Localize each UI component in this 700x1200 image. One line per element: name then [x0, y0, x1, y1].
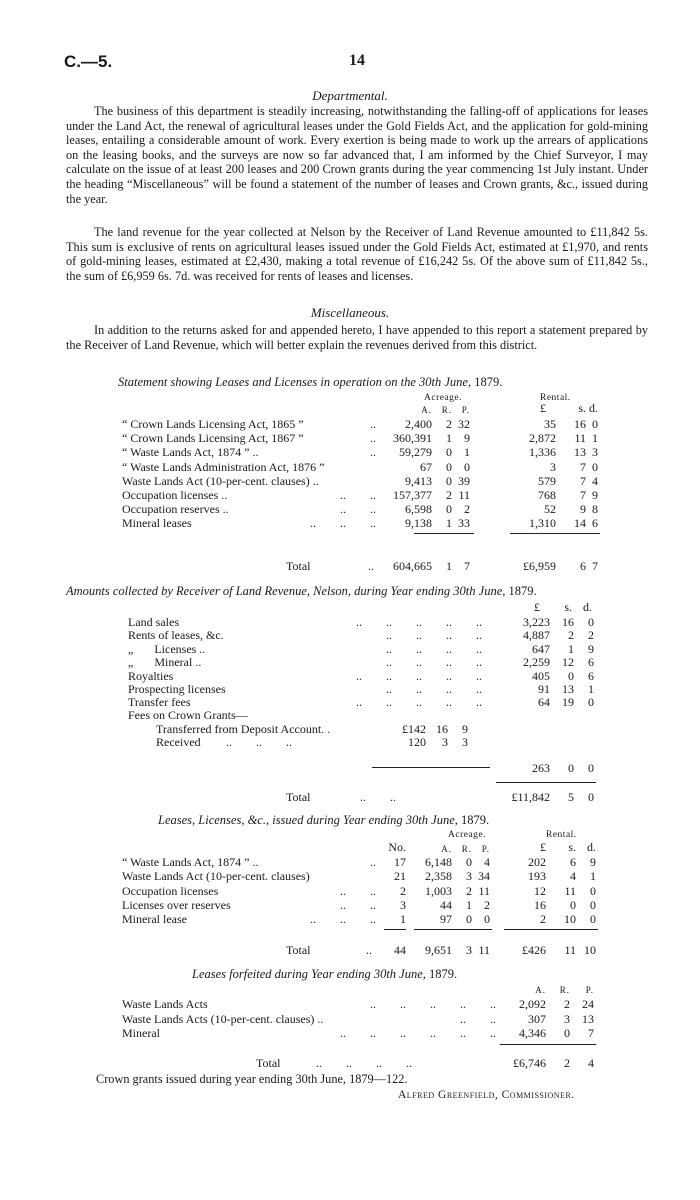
roods-cell: 3 — [564, 1011, 570, 1026]
acres-cell: 360,391 — [393, 431, 432, 446]
acres-cell: 9,413 — [405, 473, 432, 488]
table1-acreage-rule — [414, 533, 474, 534]
row-label: Land sales — [128, 615, 179, 629]
table4-sub-p: P. — [585, 985, 594, 995]
perches-cell: 34 — [478, 869, 490, 884]
row-label: Occupation reserves .. — [122, 502, 229, 517]
pence-cell: 6 — [588, 668, 594, 683]
perches-cell: 11 — [478, 883, 490, 898]
table1-total-shillings: 6 — [580, 559, 586, 573]
table3-header-no: No. — [388, 840, 406, 854]
acres-cell: 67 — [420, 459, 432, 474]
table3-total-dots: .. — [366, 943, 372, 957]
acres-cell: 4,346 — [519, 1026, 546, 1040]
acres-cell: 307 — [528, 1011, 546, 1026]
shillings-cell: 4 — [570, 869, 576, 884]
row-label: Occupation licenses .. — [122, 488, 228, 502]
fees-on-crown-grants-label: Fees on Crown Grants— — [128, 708, 248, 722]
acres-cell: 2,400 — [405, 417, 432, 431]
row-label: “ Waste Lands Act, 1874 ” .. — [122, 445, 259, 460]
table2-header-shillings: s. — [564, 600, 572, 614]
roods-cell: 2 — [446, 488, 452, 502]
table2-header-pence: d. — [583, 600, 592, 614]
acres-cell: 6,148 — [425, 855, 452, 869]
pounds-cell: 1,310 — [529, 516, 556, 531]
shillings-cell: 16 — [574, 417, 586, 431]
shillings-cell: 1 — [568, 641, 574, 656]
perches-cell: 1 — [464, 445, 470, 460]
row-label: Transferred from Deposit Account. . — [156, 722, 331, 736]
row-leader-dots: .. .. .. .. .. — [356, 668, 482, 683]
number-cell: 17 — [394, 855, 406, 869]
table2-total-pounds: £11,842 — [511, 790, 550, 804]
row-label: Mineral lease — [122, 912, 187, 927]
roods-cell: 1 — [466, 897, 472, 912]
acres-cell: 59,279 — [399, 445, 432, 460]
pounds-cell: 4,887 — [523, 628, 550, 643]
row-leader-dots: .. .. — [340, 488, 376, 502]
acres-cell: 97 — [440, 912, 452, 927]
pounds-cell: 2 — [540, 912, 546, 927]
pence-cell: 9 — [592, 488, 598, 502]
table1-sub-r: R. — [441, 405, 452, 415]
pence-cell: 4 — [592, 473, 598, 488]
row-label: Occupation licenses — [122, 883, 219, 898]
departmental-paragraph-2: The land revenue for the year collected at Nelson by the Receiver of Land Revenue amounted to £11,842 5s. This sum is exclusive of rents on agricultural leases issued under the Gold Fields Act, estimated at £1,970, and rents of gold-mining leases, estimated at £2,430, making a total revenue of £16,242 5s. Of the above sum of £11,842 5s., the sum of £6,959 6s. 7d. was received for rents of leases and licenses. — [66, 225, 648, 283]
table3-sub-pence: d. — [587, 840, 596, 854]
table2-total-pence: 0 — [588, 790, 594, 804]
miscellaneous-heading: Miscellaneous. — [310, 305, 390, 320]
perches-cell: 4 — [484, 855, 490, 869]
table1-total-dots: .. — [368, 559, 374, 573]
table3-acreage-header: Acreage. — [448, 830, 487, 840]
table1-sub-p: P. — [461, 405, 470, 415]
crown-grants-statement: Crown grants issued during year ending 30th June, 1879—122. — [96, 1072, 408, 1086]
table3-total-shillings: 11 — [564, 943, 576, 957]
table1-rental-header: Rental. — [540, 393, 571, 403]
row-leader-dots: .. — [370, 431, 376, 446]
pounds-cell: 2,259 — [523, 655, 550, 670]
perches-cell: 2 — [464, 502, 470, 517]
row-label: “ Crown Lands Licensing Act, 1865 ” — [122, 417, 304, 431]
pounds-cell: 64 — [538, 695, 550, 710]
row-label: Rents of leases, &c. — [128, 628, 224, 643]
pence-cell: 0 — [592, 459, 598, 474]
shillings-cell: 7 — [580, 473, 586, 488]
shillings-cell: 12 — [562, 655, 574, 670]
pence-cell: 3 — [462, 735, 468, 750]
shillings-cell: 2 — [568, 628, 574, 643]
perches-cell: 0 — [484, 912, 490, 927]
pence-cell: 1 — [590, 869, 596, 884]
shillings-cell: 13 — [574, 445, 586, 460]
row-leader-dots: .. .. .. — [226, 735, 292, 750]
pence-cell: 1 — [588, 682, 594, 696]
acres-cell: 2,358 — [425, 869, 452, 884]
row-leader-dots: .. .. .. .. — [386, 682, 482, 696]
row-leader-dots: .. .. .. .. — [386, 628, 482, 643]
roods-cell: 0 — [446, 473, 452, 488]
pounds-cell: 405 — [532, 668, 550, 683]
table3-total-acres: 9,651 — [425, 943, 452, 957]
shillings-cell: 11 — [574, 431, 586, 446]
row-leader-dots: .. .. .. .. .. — [356, 695, 482, 710]
shillings-cell: 14 — [574, 516, 586, 531]
table4-total-label: Total — [256, 1056, 281, 1070]
row-leader-dots: .. .. .. — [310, 516, 376, 531]
pence-cell: 0 — [590, 897, 596, 912]
perches-cell: 0 — [464, 459, 470, 474]
pounds-cell: 52 — [544, 502, 556, 517]
pence-cell: 8 — [592, 502, 598, 517]
row-label: Waste Lands Acts — [122, 997, 208, 1011]
table2-total-rule — [496, 782, 596, 783]
number-cell: 1 — [400, 912, 406, 927]
pounds-cell: 91 — [538, 682, 550, 696]
acres-cell: 9,138 — [405, 516, 432, 531]
pounds-cell: 16 — [534, 897, 546, 912]
table4-total-perches: 4 — [588, 1056, 594, 1070]
perches-cell: 2 — [484, 897, 490, 912]
pounds-cell: 3 — [550, 459, 556, 474]
table1-total-roods: 1 — [446, 559, 452, 573]
pounds-cell: 1,336 — [529, 445, 556, 460]
table4-total-acres: £6,746 — [513, 1056, 546, 1070]
table1-total-perches: 7 — [464, 559, 470, 573]
table1-sub-shillings: s. — [578, 401, 586, 415]
roods-cell: 2 — [446, 417, 452, 431]
pence-cell: 0 — [588, 695, 594, 710]
table3-total-roods: 3 — [466, 943, 472, 957]
roods-cell: 2 — [564, 997, 570, 1011]
perches-cell: 11 — [458, 488, 470, 502]
row-leader-dots: .. .. .. .. .. — [356, 615, 482, 629]
pence-cell: 6 — [588, 655, 594, 670]
table1-total-pounds: £6,959 — [523, 559, 556, 573]
shillings-cell: 16 — [562, 615, 574, 629]
table1-total-pence: 7 — [592, 559, 598, 573]
row-leader-dots: .. .. — [340, 883, 376, 898]
pounds-cell: 12 — [534, 883, 546, 898]
perches-cell: 32 — [458, 417, 470, 431]
pence-cell: 9 — [588, 641, 594, 656]
row-leader-dots: .. .. .. .. — [386, 655, 482, 670]
shillings-cell: 0 — [570, 897, 576, 912]
roods-cell: 0 — [446, 459, 452, 474]
table1-acreage-header: Acreage. — [424, 393, 463, 403]
table3-total-label: Total — [286, 943, 311, 957]
table3-total-pounds: £426 — [522, 943, 546, 957]
roods-cell: 0 — [446, 502, 452, 517]
fees-total-pounds: 263 — [532, 761, 550, 775]
fees-subtotal-rule — [372, 767, 490, 768]
row-leader-dots: .. — [370, 445, 376, 460]
perches-cell: 7 — [588, 1026, 594, 1040]
table3-caption: Leases, Licenses, &c., issued during Year ending 30th June, 1879. — [158, 813, 490, 827]
row-label: Prospecting licenses — [128, 682, 226, 696]
table3-sub-r: R. — [461, 844, 472, 854]
shillings-cell: 7 — [580, 488, 586, 502]
row-leader-dots: .. .. — [460, 1011, 496, 1026]
shillings-cell: 6 — [570, 855, 576, 869]
table4-total-roods: 2 — [564, 1056, 570, 1070]
perches-cell: 9 — [464, 431, 470, 446]
departmental-heading: Departmental. — [312, 88, 388, 103]
number-cell: 21 — [394, 869, 406, 884]
pounds-cell: £142 — [402, 722, 426, 736]
row-label: Licenses over reserves — [122, 897, 231, 912]
row-label: “ Waste Lands Act, 1874 ” .. — [122, 855, 259, 869]
table3-sub-a: A. — [441, 844, 452, 854]
row-label: Transfer fees — [128, 695, 191, 710]
row-leader-dots: .. .. — [340, 897, 376, 912]
table3-rental-header: Rental. — [546, 830, 577, 840]
pence-cell: 9 — [590, 855, 596, 869]
page-header — [64, 52, 650, 72]
row-label: “ Crown Lands Licensing Act, 1867 ” — [122, 431, 304, 446]
table2-header-pounds: £ — [534, 600, 540, 614]
shillings-cell: 10 — [564, 912, 576, 927]
table1-sub-a: A. — [421, 405, 432, 415]
table3-sub-pounds: £ — [540, 840, 546, 854]
table3-no-rule — [384, 929, 406, 930]
pence-cell: 0 — [588, 615, 594, 629]
roods-cell: 0 — [446, 445, 452, 460]
table3-sub-p: P. — [481, 844, 490, 854]
table4-total-rule — [500, 1044, 596, 1045]
shillings-cell: 3 — [442, 735, 448, 750]
table2-total-label: Total — [286, 790, 311, 804]
roods-cell: 2 — [466, 883, 472, 898]
roods-cell: 0 — [564, 1026, 570, 1040]
pence-cell: 2 — [588, 628, 594, 643]
row-label: Received — [156, 735, 201, 750]
document-reference: C.—5. — [64, 52, 113, 71]
roods-cell: 0 — [466, 855, 472, 869]
perches-cell: 13 — [582, 1011, 594, 1026]
table3-total-no: 44 — [394, 943, 406, 957]
table2-total-dots: .. .. — [360, 790, 396, 804]
shillings-cell: 13 — [562, 682, 574, 696]
shillings-cell: 7 — [580, 459, 586, 474]
pence-cell: 0 — [590, 883, 596, 898]
roods-cell: 0 — [466, 912, 472, 927]
table4-caption: Leases forfeited during Year ending 30th June, 1879. — [192, 967, 458, 981]
acres-cell: 1,003 — [425, 883, 452, 898]
table4-total-dots: .. .. .. .. — [316, 1056, 412, 1070]
pence-cell: 0 — [590, 912, 596, 927]
pence-cell: 1 — [592, 431, 598, 446]
perches-cell: 24 — [582, 997, 594, 1011]
row-leader-dots: .. .. .. — [310, 912, 376, 927]
pounds-cell: 35 — [544, 417, 556, 431]
table3-rental-rule — [504, 929, 598, 930]
row-label: “ Waste Lands Administration Act, 1876 ” — [122, 459, 325, 474]
pounds-cell: 202 — [528, 855, 546, 869]
table2-total-shillings: 5 — [568, 790, 574, 804]
acres-cell: 6,598 — [405, 502, 432, 517]
row-label: „ Mineral .. — [128, 655, 202, 670]
shillings-cell: 0 — [568, 668, 574, 683]
pence-cell: 3 — [592, 445, 598, 460]
table1-rental-rule — [510, 533, 600, 534]
signature: Alfred Greenfield, Commissioner. — [398, 1089, 575, 1101]
pence-cell: 9 — [462, 722, 468, 736]
row-leader-dots: .. .. .. .. .. .. — [340, 1026, 496, 1040]
table2-caption: Amounts collected by Receiver of Land Revenue, Nelson, during Year ending 30th June, 1879. — [66, 584, 537, 598]
row-label: Waste Lands Act (10-per-cent. clauses) — [122, 869, 310, 884]
miscellaneous-paragraph: In addition to the returns asked for and appended hereto, I have appended to this report a statement prepared by the Receiver of Land Revenue, which will better explain the revenues derived from this district. — [66, 323, 648, 352]
table3-acreage-rule — [414, 929, 492, 930]
row-label: Waste Lands Acts (10-per-cent. clauses) .. — [122, 1011, 324, 1026]
fees-total-pence: 0 — [588, 761, 594, 775]
row-label: Waste Lands Act (10-per-cent. clauses) .. — [122, 473, 319, 488]
departmental-paragraph-1: The business of this department is steadily increasing, notwithstanding the falling-off of applications for leases under the Land Act, the renewal of agricultural leases under the Gold Fields Act, and the application for gold-mining leases, entailing a considerable amount of work. Every exertion is being made to work up the arrears of applications on the leasing books, and the surveys are now so far advanced that, I am informed by the Chief Surveyor, I may calculate on the issue of at least 200 leases and 200 Crown grants during the year commencing 1st July instant. Under the heading “Miscellaneous” will be found a statement of the number of leases and Crown grants, &c., issued during the year. — [66, 104, 648, 206]
row-leader-dots: .. .. .. .. .. — [370, 997, 496, 1011]
table1-total-label: Total — [286, 559, 311, 573]
row-leader-dots: .. .. — [340, 502, 376, 517]
shillings-cell: 11 — [564, 883, 576, 898]
table1-sub-pounds: £ — [540, 401, 546, 415]
shillings-cell: 9 — [580, 502, 586, 517]
fees-total-shillings: 0 — [568, 761, 574, 775]
row-label: Mineral leases — [122, 516, 192, 531]
shillings-cell: 19 — [562, 695, 574, 710]
row-label: Royalties — [128, 668, 174, 683]
row-leader-dots: .. .. .. .. — [386, 641, 482, 656]
roods-cell: 1 — [446, 431, 452, 446]
table3-total-pence: 10 — [584, 943, 596, 957]
acres-cell: 2,092 — [519, 997, 546, 1011]
row-label: Mineral — [122, 1026, 160, 1040]
page-number: 14 — [349, 52, 365, 69]
pounds-cell: 120 — [408, 735, 426, 750]
acres-cell: 157,377 — [393, 488, 432, 502]
pounds-cell: 193 — [528, 869, 546, 884]
number-cell: 3 — [400, 897, 406, 912]
roods-cell: 3 — [466, 869, 472, 884]
table1-sub-pence: d. — [589, 401, 598, 415]
perches-cell: 39 — [458, 473, 470, 488]
table4-sub-a: A. — [535, 985, 546, 995]
row-leader-dots: .. — [370, 417, 376, 431]
pounds-cell: 3,223 — [523, 615, 550, 629]
pounds-cell: 768 — [538, 488, 556, 502]
table3-total-perches: 11 — [478, 943, 490, 957]
table1-caption: Statement showing Leases and Licenses in operation on the 30th June, 1879. — [118, 375, 503, 389]
acres-cell: 44 — [440, 897, 452, 912]
row-label: „ Licenses .. — [128, 641, 206, 656]
table3-sub-shillings: s. — [568, 840, 576, 854]
pence-cell: 0 — [592, 417, 598, 431]
perches-cell: 33 — [458, 516, 470, 531]
row-leader-dots: .. — [370, 855, 376, 869]
pence-cell: 6 — [592, 516, 598, 531]
pounds-cell: 579 — [538, 473, 556, 488]
shillings-cell: 16 — [436, 722, 448, 736]
table1-total-acres: 604,665 — [393, 559, 432, 573]
pounds-cell: 647 — [532, 641, 550, 656]
roods-cell: 1 — [446, 516, 452, 531]
pounds-cell: 2,872 — [529, 431, 556, 446]
number-cell: 2 — [400, 883, 406, 898]
table4-sub-r: R. — [559, 985, 570, 995]
